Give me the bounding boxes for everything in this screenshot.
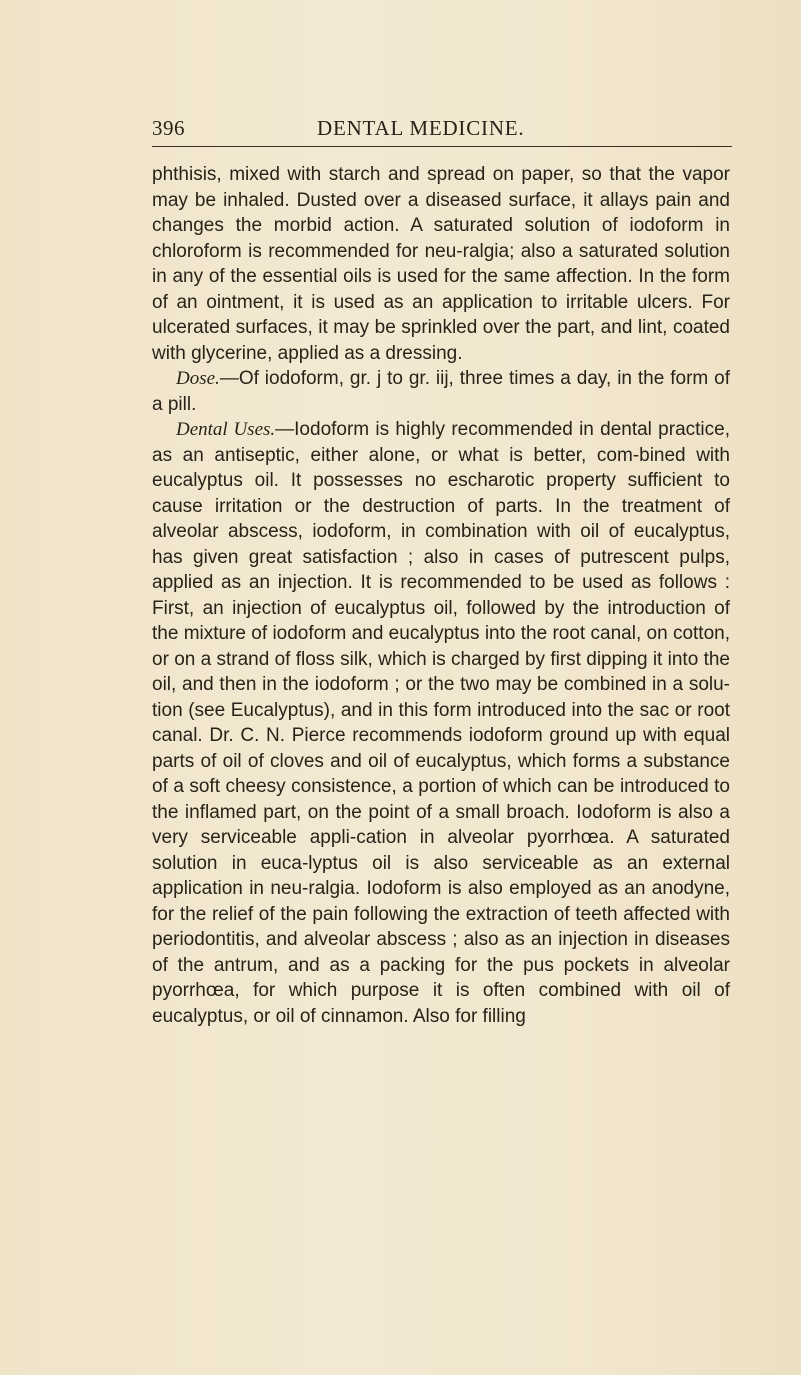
paragraph-continuation (152, 162, 730, 366)
section-label-dental-uses: Dental Uses. (176, 419, 276, 440)
section-label-dose: Dose. (176, 368, 220, 389)
body-text (152, 162, 730, 1029)
paragraph-dose (152, 366, 730, 417)
page-header (152, 110, 730, 150)
paragraph-text: —Iodoform is highly recommended in dental practice, as an antiseptic, either alone, or what is better, com-bined with eucalyptus oil. It possesses no escharotic property sufficient to cause irritation or the destruction of parts. In the treatment of alveolar abscess, iodoform, in combination with oil of eucalyptus, has given great satisfaction ; also in cases of putrescent pulps, applied as an injection. It is recommended to be used as follows : First, an injection of eucalyptus oil, followed by the introduction of the mixture of iodoform and eucalyptus into the root canal, on cotton, or on a strand of floss silk, which is charged by first dipping it into the oil, and then in the iodoform ; or the two may be combined in a solu-tion (see Eucalyptus), and in this form introduced into the sac or root canal. Dr. C. N. Pierce recommends iodoform ground up with equal parts of oil of cloves and oil of eucalyptus, which forms a substance of a soft cheesy consistence, a portion of which can be introduced to the inflamed part, on the point of a small broach. Iodoform is also a very serviceable appli-cation in alveolar pyorrhœa. A saturated solution in euca-lyptus oil is also serviceable as an external application in neu-ralgia. Iodoform is also employed as an anodyne, for the relief of the pain following the extraction of teeth affected with periodontitis, and alveolar abscess ; also as an injection in diseases of the antrum, and as a packing for the pus pockets in alveolar pyorrhœa, for which purpose it is often combined with oil of eucalyptus, or oil of cinnamon. Also for filling (152, 419, 730, 1027)
header-rule (152, 146, 732, 147)
paragraph-text: phthisis, mixed with starch and spread on paper, so that the vapor may be inhaled. Dusted over a diseased surface, it allays pain and changes the morbid action. A saturated solution of iodoform in chloroform is recommended for neu-ralgia; also a saturated solution in any of the essential oils is used for the same affection. In the form of an ointment, it is used as an application to irritable ulcers. For ulcerated surfaces, it may be sprinkled over the part, and lint, coated with glycerine, applied as a dressing. (152, 164, 730, 364)
running-head: DENTAL MEDICINE. (317, 116, 525, 140)
paragraph-dental-uses (152, 417, 730, 1029)
page-number: 396 (152, 116, 185, 140)
paragraph-text: —Of iodoform, gr. j to gr. iij, three times a day, in the form of a pill. (152, 368, 730, 415)
